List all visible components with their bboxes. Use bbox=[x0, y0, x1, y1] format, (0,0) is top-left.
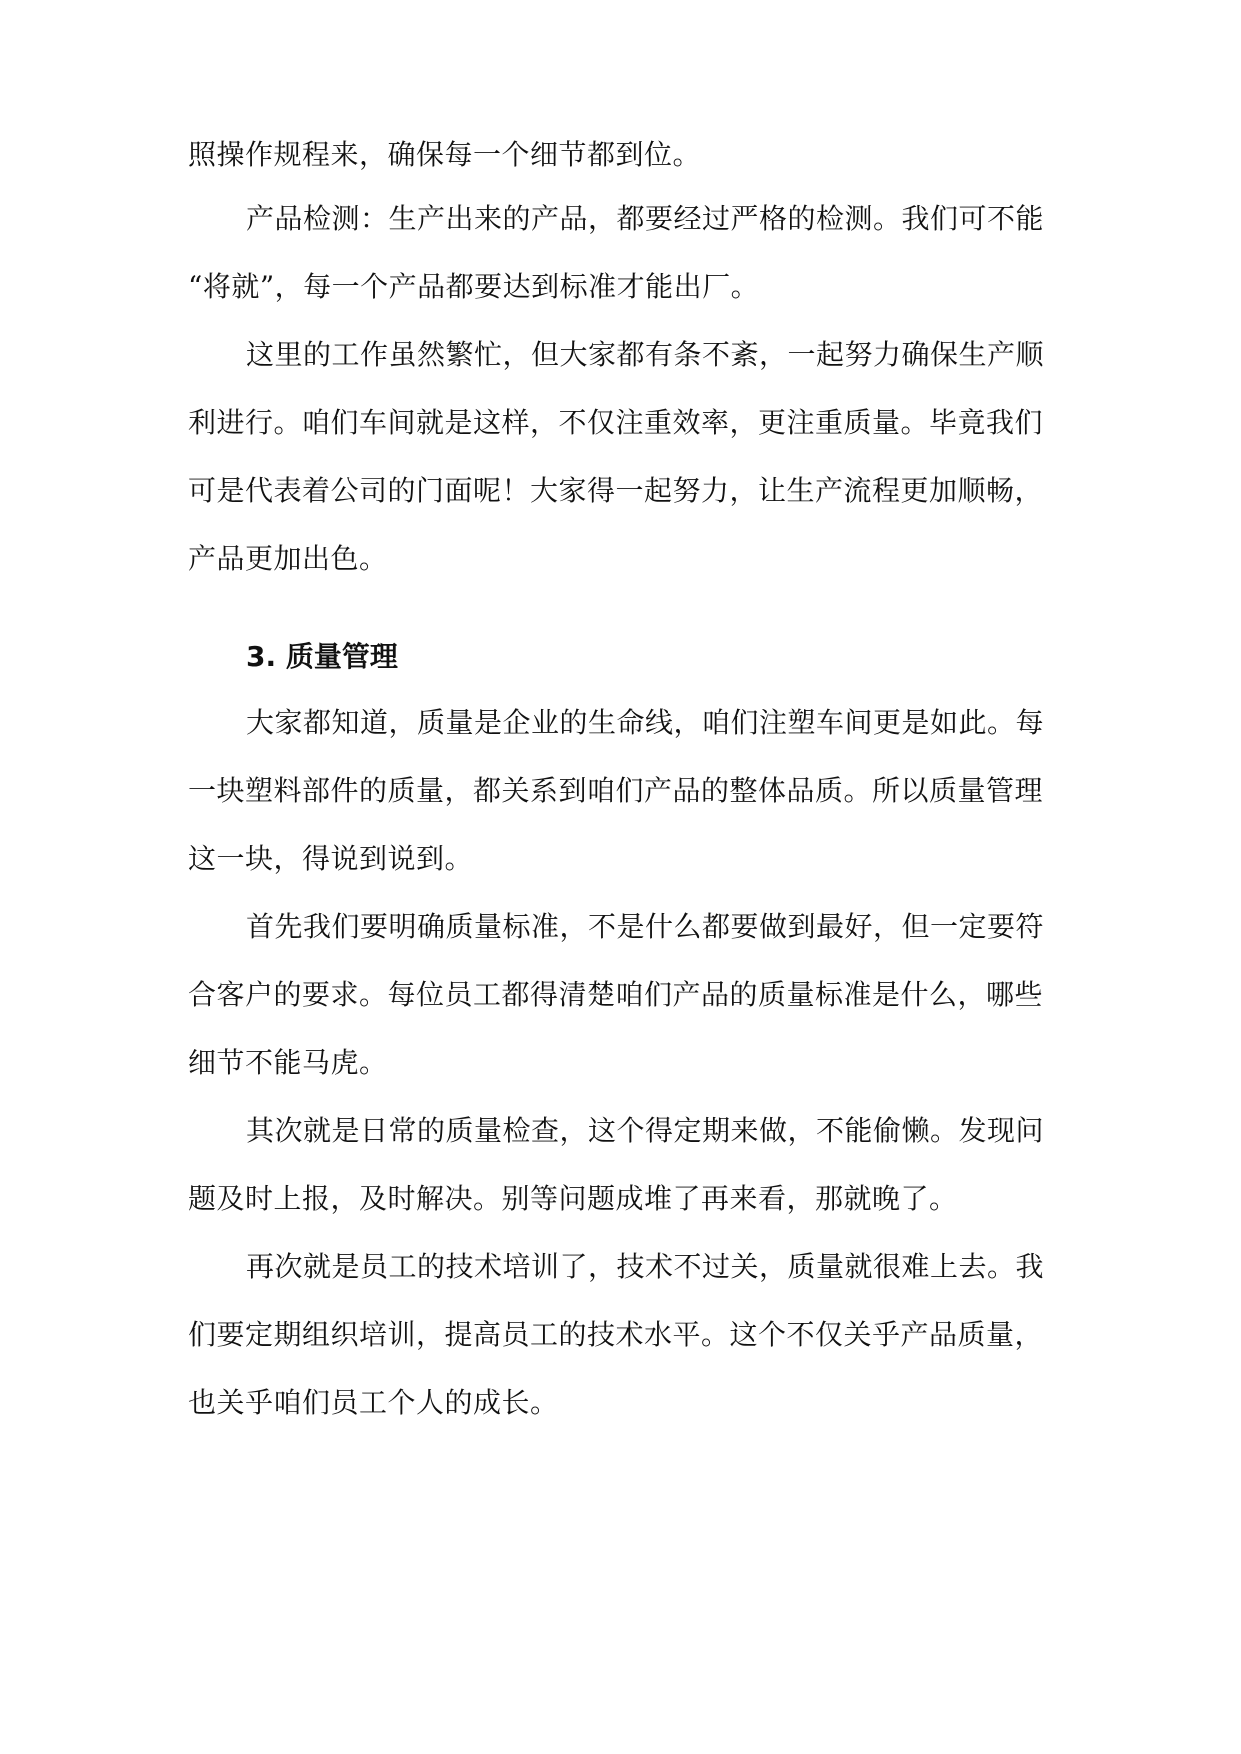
paragraph-line: 利进行。咱们车间就是这样，不仅注重效率，更注重质量。毕竟我们 bbox=[188, 406, 1044, 439]
paragraph-line: 这一块，得说到说到。 bbox=[188, 842, 474, 875]
paragraph-line: 合客户的要求。每位员工都得清楚咱们产品的质量标准是什么，哪些 bbox=[188, 978, 1044, 1011]
paragraph-line: 也关乎咱们员工个人的成长。 bbox=[188, 1386, 559, 1419]
paragraph-line: 其次就是日常的质量检查，这个得定期来做，不能偷懒。发现问 bbox=[246, 1114, 1045, 1147]
paragraph-line: 一块塑料部件的质量，都关系到咱们产品的整体品质。所以质量管理 bbox=[188, 774, 1044, 807]
paragraph-line: 题及时上报，及时解决。别等问题成堆了再来看，那就晚了。 bbox=[188, 1182, 958, 1215]
paragraph-line: 照操作规程来，确保每一个细节都到位。 bbox=[188, 138, 702, 171]
paragraph-line: 产品更加出色。 bbox=[188, 542, 388, 575]
paragraph-line: 们要定期组织培训，提高员工的技术水平。这个不仅关乎产品质量， bbox=[188, 1318, 1044, 1351]
paragraph-line: 大家都知道，质量是企业的生命线，咱们注塑车间更是如此。每 bbox=[246, 706, 1045, 739]
paragraph-line: “将就”，每一个产品都要达到标准才能出厂。 bbox=[188, 270, 760, 303]
paragraph-line: 细节不能马虎。 bbox=[188, 1046, 388, 1079]
paragraph-line: 这里的工作虽然繁忙，但大家都有条不紊，一起努力确保生产顺 bbox=[246, 338, 1045, 371]
paragraph-line: 再次就是员工的技术培训了，技术不过关，质量就很难上去。我 bbox=[246, 1250, 1045, 1283]
section-heading: 3. 质量管理 bbox=[246, 640, 398, 673]
paragraph-line: 产品检测：生产出来的产品，都要经过严格的检测。我们可不能 bbox=[246, 202, 1045, 235]
paragraph-line: 首先我们要明确质量标准，不是什么都要做到最好，但一定要符 bbox=[246, 910, 1045, 943]
paragraph-line: 可是代表着公司的门面呢！大家得一起努力，让生产流程更加顺畅， bbox=[188, 474, 1044, 507]
